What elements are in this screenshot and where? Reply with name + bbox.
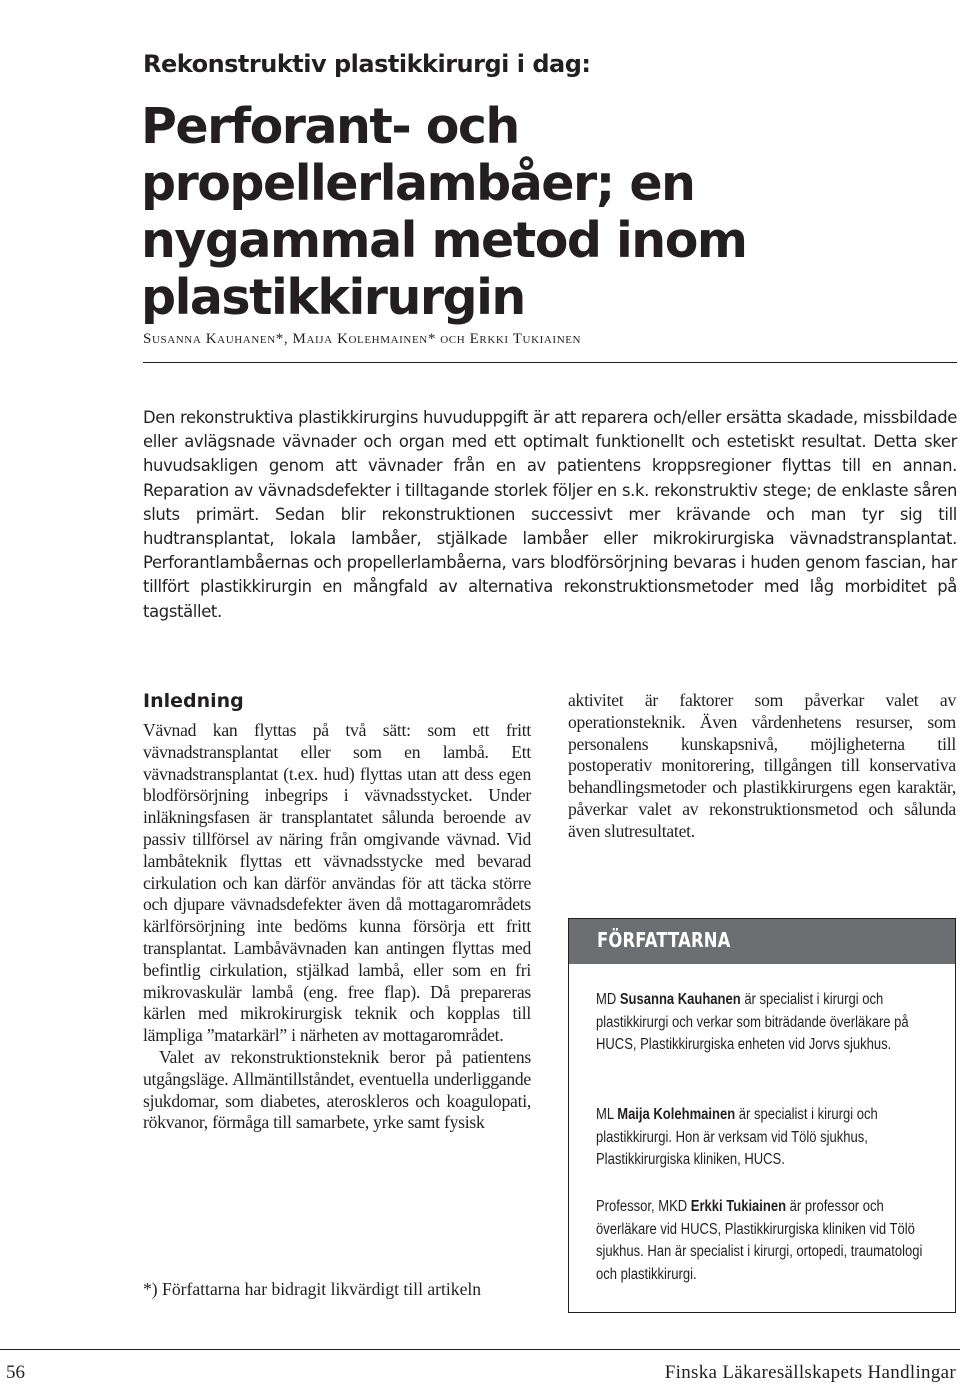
bio-prefix: ML (596, 1106, 618, 1123)
bio-prefix: MD (596, 991, 620, 1008)
series-title: Rekonstruktiv plastikkirurgi i dag: (143, 50, 591, 78)
bio-text: är professor och överläkare vid HUCS, Plastikkirurgiska kliniken vid Tölö sjukhus. Han är specialist i kirurgi, ortopedi, traumatologi och plastikkirurgi. (596, 1198, 923, 1284)
author-bio (596, 1196, 940, 1287)
author-line: Susanna Kauhanen*, Maija Kolehmainen* och Erkki Tukiainen (143, 331, 582, 347)
body-paragraph: aktivitet är faktorer som påverkar valet av operationsteknik. Även vårdenhetens resurser, som personalens kunskapsnivå, möjligheterna till postoperativ monitorering, tillgången till konservativa behandlingsmetoder och plastikkirurgens egen karaktär, påverkar valet av rekonstruktionsmetod och sålunda även slutresultatet. (568, 690, 956, 841)
right-column (568, 690, 956, 843)
left-column (143, 690, 531, 1134)
authors-box (568, 918, 956, 1313)
bio-prefix: Professor, MKD (596, 1198, 691, 1215)
bio-text: är specialist i kirurgi och plastikkirurgi och verkar som biträdande överläkare på HUCS, Plastikkirurgiska enheten vid Jorvs sjukhus. (596, 991, 909, 1054)
abstract: Den rekonstruktiva plastikkirurgins huvuduppgift är att reparera och/eller ersätta skadade, missbildade eller avlägsnade vävnader och organ med ett optimalt funktionellt och estetiskt resultat. Detta sker huvudsakligen genom att vävnader från en av patientens kroppsregioner flyttas till en annan. Reparation av vävnadsdefekter i tilltagande storlek följer en s.k. rekonstruktiv stege; de enklaste såren sluts primärt. Sedan blir rekonstruktionen successivt mer krävande och man tyr sig till hudtransplantat, lokala lambåer, stjälkade lambåer eller mikrokirurgiska vävnadstransplantat. Perforantlambåernas och propellerlambåerna, vars blodförsörjning bevaras i huden genom fascian, har tillfört plastikkirurgin en mångfald av alternativa rekonstruktionsmetoder med låg morbiditet på tagstället. (143, 408, 957, 621)
bio-name: Erkki Tukiainen (690, 1198, 787, 1215)
authors-box-header (569, 919, 955, 964)
header-divider (143, 362, 957, 363)
article-title: Perforant- och propellerlambåer; en nygammal metod inom plastikkirurgin (141, 98, 747, 326)
page-number: 56 (6, 1362, 25, 1383)
author-bio (596, 989, 940, 1057)
authors-box-title: FÖRFATTARNA (597, 928, 731, 952)
bio-text: är specialist i kirurgi och plastikkirurgi. Hon är verksam vid Tölö sjukhus, Plastikkirurgiska kliniken, HUCS. (596, 1106, 878, 1169)
body-paragraph: Valet av rekonstruktionsteknik beror på patientens utgångsläge. Allmäntillståndet, eventuella underliggande sjukdomar, som diabetes, ateroskleros och koagulopati, rökvanor, förmåga till samarbete, yrke samt fysisk (143, 1046, 531, 1133)
bio-name: Susanna Kauhanen (619, 991, 741, 1008)
section-heading: Inledning (143, 690, 244, 712)
bio-name: Maija Kolehmainen (617, 1106, 736, 1123)
journal-name: Finska Läkaresällskapets Handlingar (664, 1362, 956, 1383)
footnote: *) Författarna har bidragit likvärdigt till artikeln (143, 1279, 482, 1299)
author-bio (596, 1104, 940, 1172)
footer-divider (0, 1349, 960, 1350)
body-paragraph: Vävnad kan flyttas på två sätt: som ett fritt vävnadstransplantat eller som en lambå. Ett vävnadstransplantat (t.ex. hud) flyttas utan att dess egen blodförsörjning inbegrips i vävnadsstycket. Under inläkningsfasen är transplantatet sålunda beroende av passiv tillförsel av näring från omgivande vävnad. Vid lambåteknik flyttas ett vävnadsstycke med bevarad cirkulation och kan därför användas för att täcka större och djupare vävnadsdefekter även då mottagarområdets kärlförsörjning inte bedöms kunna försörja ett fritt transplantat. Lambåvävnaden kan antingen flyttas med befintlig cirkulation, stjälkad lambå, eller som en fri mikrovaskulär lambå (eng. free flap). Då prepareras kärlen med mikrokirurgisk teknik och kopplas till lämpliga ”matarkärl” i närheten av mottagarområdet. (143, 720, 531, 1046)
